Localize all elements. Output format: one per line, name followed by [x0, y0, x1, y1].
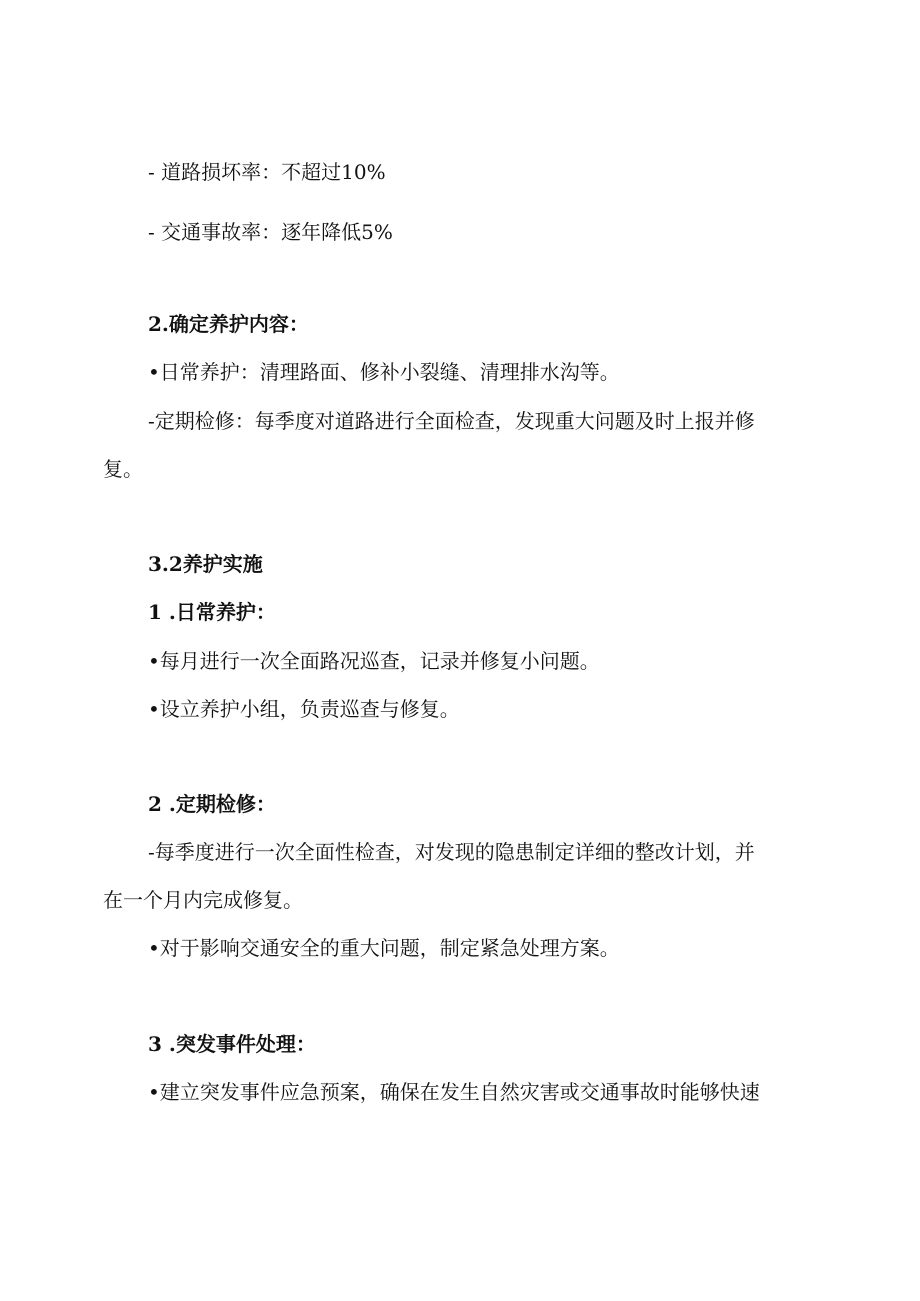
paragraph-line: •对于影响交通安全的重大问题，制定紧急处理方案。 [148, 936, 620, 960]
section-heading: 2 .定期检修： [148, 792, 276, 816]
paragraph-line: -每季度进行一次全面性检查，对发现的隐患制定详细的整改计划，并 [148, 840, 755, 864]
paragraph-line: 复。 [103, 457, 143, 481]
paragraph-line: •每月进行一次全面路况巡查，记录并修复小问题。 [148, 649, 600, 673]
paragraph-line: •建立突发事件应急预案，确保在发生自然灾害或交通事故时能够快速 [148, 1080, 760, 1104]
paragraph-line: -定期检修：每季度对道路进行全面检查，发现重大问题及时上报并修 [148, 409, 755, 433]
paragraph-line: •日常养护：清理路面、修补小裂缝、清理排水沟等。 [148, 360, 620, 384]
paragraph-line: •设立养护小组，负责巡查与修复。 [148, 697, 460, 721]
section-heading: 2.确定养护内容： [148, 312, 309, 336]
paragraph-line: 在一个月内完成修复。 [103, 888, 303, 912]
paragraph-line: - 交通事故率：逐年降低5% [148, 220, 393, 244]
paragraph-line: - 道路损坏率：不超过10% [148, 160, 386, 184]
section-heading: 3 .突发事件处理： [148, 1032, 316, 1056]
section-heading: 3.2养护实施 [148, 552, 263, 576]
section-heading: 1 .日常养护： [148, 600, 276, 624]
